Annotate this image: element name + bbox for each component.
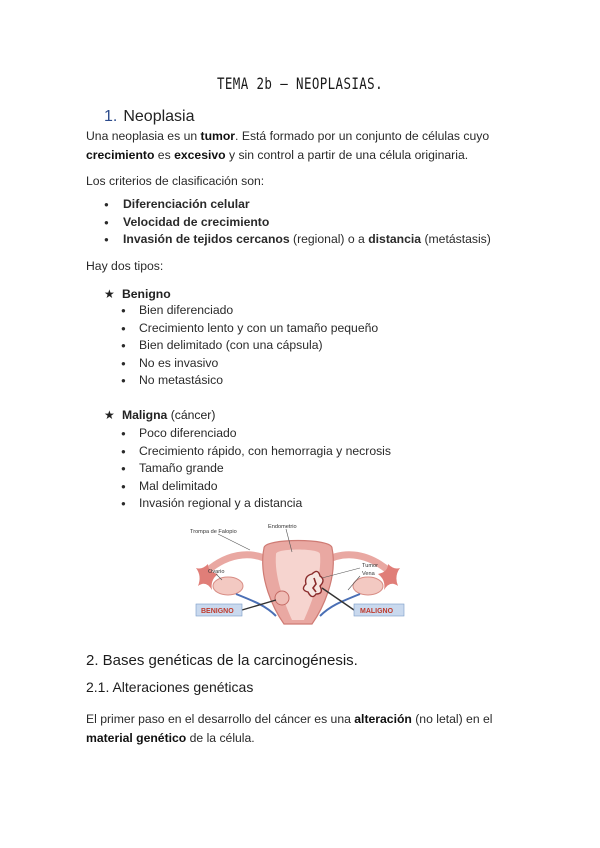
text: es — [154, 148, 175, 162]
types-label: Hay dos tipos: — [86, 259, 164, 273]
malign-label: Maligna — [121, 408, 168, 422]
list-item — [104, 231, 491, 249]
list-item: ● Bien delimitado (con una cápsula) — [121, 337, 378, 355]
benign-label: Benigno — [121, 287, 171, 301]
section-2-heading: 2. Bases genéticas de la carcinogénesis. — [86, 652, 358, 669]
bold-term: distancia — [368, 232, 422, 246]
criteria-label: Los criterios de clasificación son: — [86, 174, 265, 188]
list-item: ● Crecimiento lento y con un tamaño pequeño — [121, 320, 378, 338]
bold-term: crecimiento — [86, 148, 155, 162]
label-benigno: BENIGNO — [201, 608, 234, 615]
text: . Está formado por un conjunto de células cuyo — [235, 129, 490, 143]
malign-list — [121, 425, 391, 513]
intro-line-2 — [86, 146, 489, 165]
list-item: ● Crecimiento rápido, con hemorragia y necrosis — [121, 443, 391, 461]
criteria-list — [104, 196, 491, 249]
benign-tumor — [275, 591, 289, 605]
page-title: TEMA 2b – NEOPLASIAS. — [217, 74, 383, 93]
list-item — [104, 196, 491, 214]
criterion-2: Velocidad de crecimiento — [123, 214, 270, 229]
label-ovario: Ovario — [208, 569, 225, 575]
text: (no letal) en el — [411, 712, 493, 726]
para-line-1 — [86, 710, 492, 729]
list-item: ● No es invasivo — [121, 355, 378, 373]
intro-paragraph — [86, 127, 489, 165]
benign-list — [121, 302, 378, 390]
list-item: ● Bien diferenciado — [121, 302, 378, 320]
text: (regional) o a — [289, 232, 369, 246]
label-vena: Vena — [362, 571, 375, 577]
bold-term: material genético — [86, 731, 187, 745]
section-1-number: 1. — [104, 108, 118, 125]
left-ovary — [213, 577, 243, 595]
intro-line-1 — [86, 127, 489, 146]
list-item — [104, 214, 491, 232]
section-2-1-heading: 2.1. Alteraciones genéticas — [86, 679, 254, 695]
section-1-title: Neoplasia — [123, 108, 195, 125]
text: de la célula. — [186, 731, 255, 745]
trompa-leader — [218, 534, 250, 550]
benigno-arrow — [242, 600, 276, 610]
section-2-paragraph — [86, 710, 492, 748]
text: (metástasis) — [421, 232, 491, 246]
criterion-3: Invasión de tejidos cercanos — [123, 232, 290, 246]
benign-heading — [104, 287, 171, 301]
criterion-1: Diferenciación celular — [123, 197, 250, 211]
bold-term: excesivo — [174, 148, 226, 162]
malign-suffix: (cáncer) — [167, 408, 216, 422]
bold-term: tumor — [200, 129, 236, 143]
label-endometrio: Endometrio — [268, 524, 297, 530]
uterus-diagram — [176, 520, 420, 626]
text: y sin control a partir de una célula originaria. — [225, 148, 469, 162]
list-item: ● Invasión regional y a distancia — [121, 495, 391, 513]
para-line-2 — [86, 729, 492, 748]
list-item: ● Tamaño grande — [121, 460, 391, 478]
text: El primer paso en el desarrollo del cáncer es una — [86, 712, 355, 726]
bold-term: alteración — [354, 712, 412, 726]
list-item: ● Mal delimitado — [121, 478, 391, 496]
right-ovary — [353, 577, 383, 595]
label-trompa: Trompa de Falopio — [190, 529, 237, 535]
list-item: ● No metastásico — [121, 372, 378, 390]
text: Una neoplasia es un — [86, 129, 201, 143]
section-1-heading — [104, 108, 195, 126]
star-icon: ★ — [104, 287, 115, 301]
star-icon: ★ — [104, 408, 115, 422]
malign-heading — [104, 408, 215, 422]
label-tumor: Tumor — [362, 563, 378, 569]
list-item: ● Poco diferenciado — [121, 425, 391, 443]
label-maligno: MALIGNO — [360, 608, 394, 615]
